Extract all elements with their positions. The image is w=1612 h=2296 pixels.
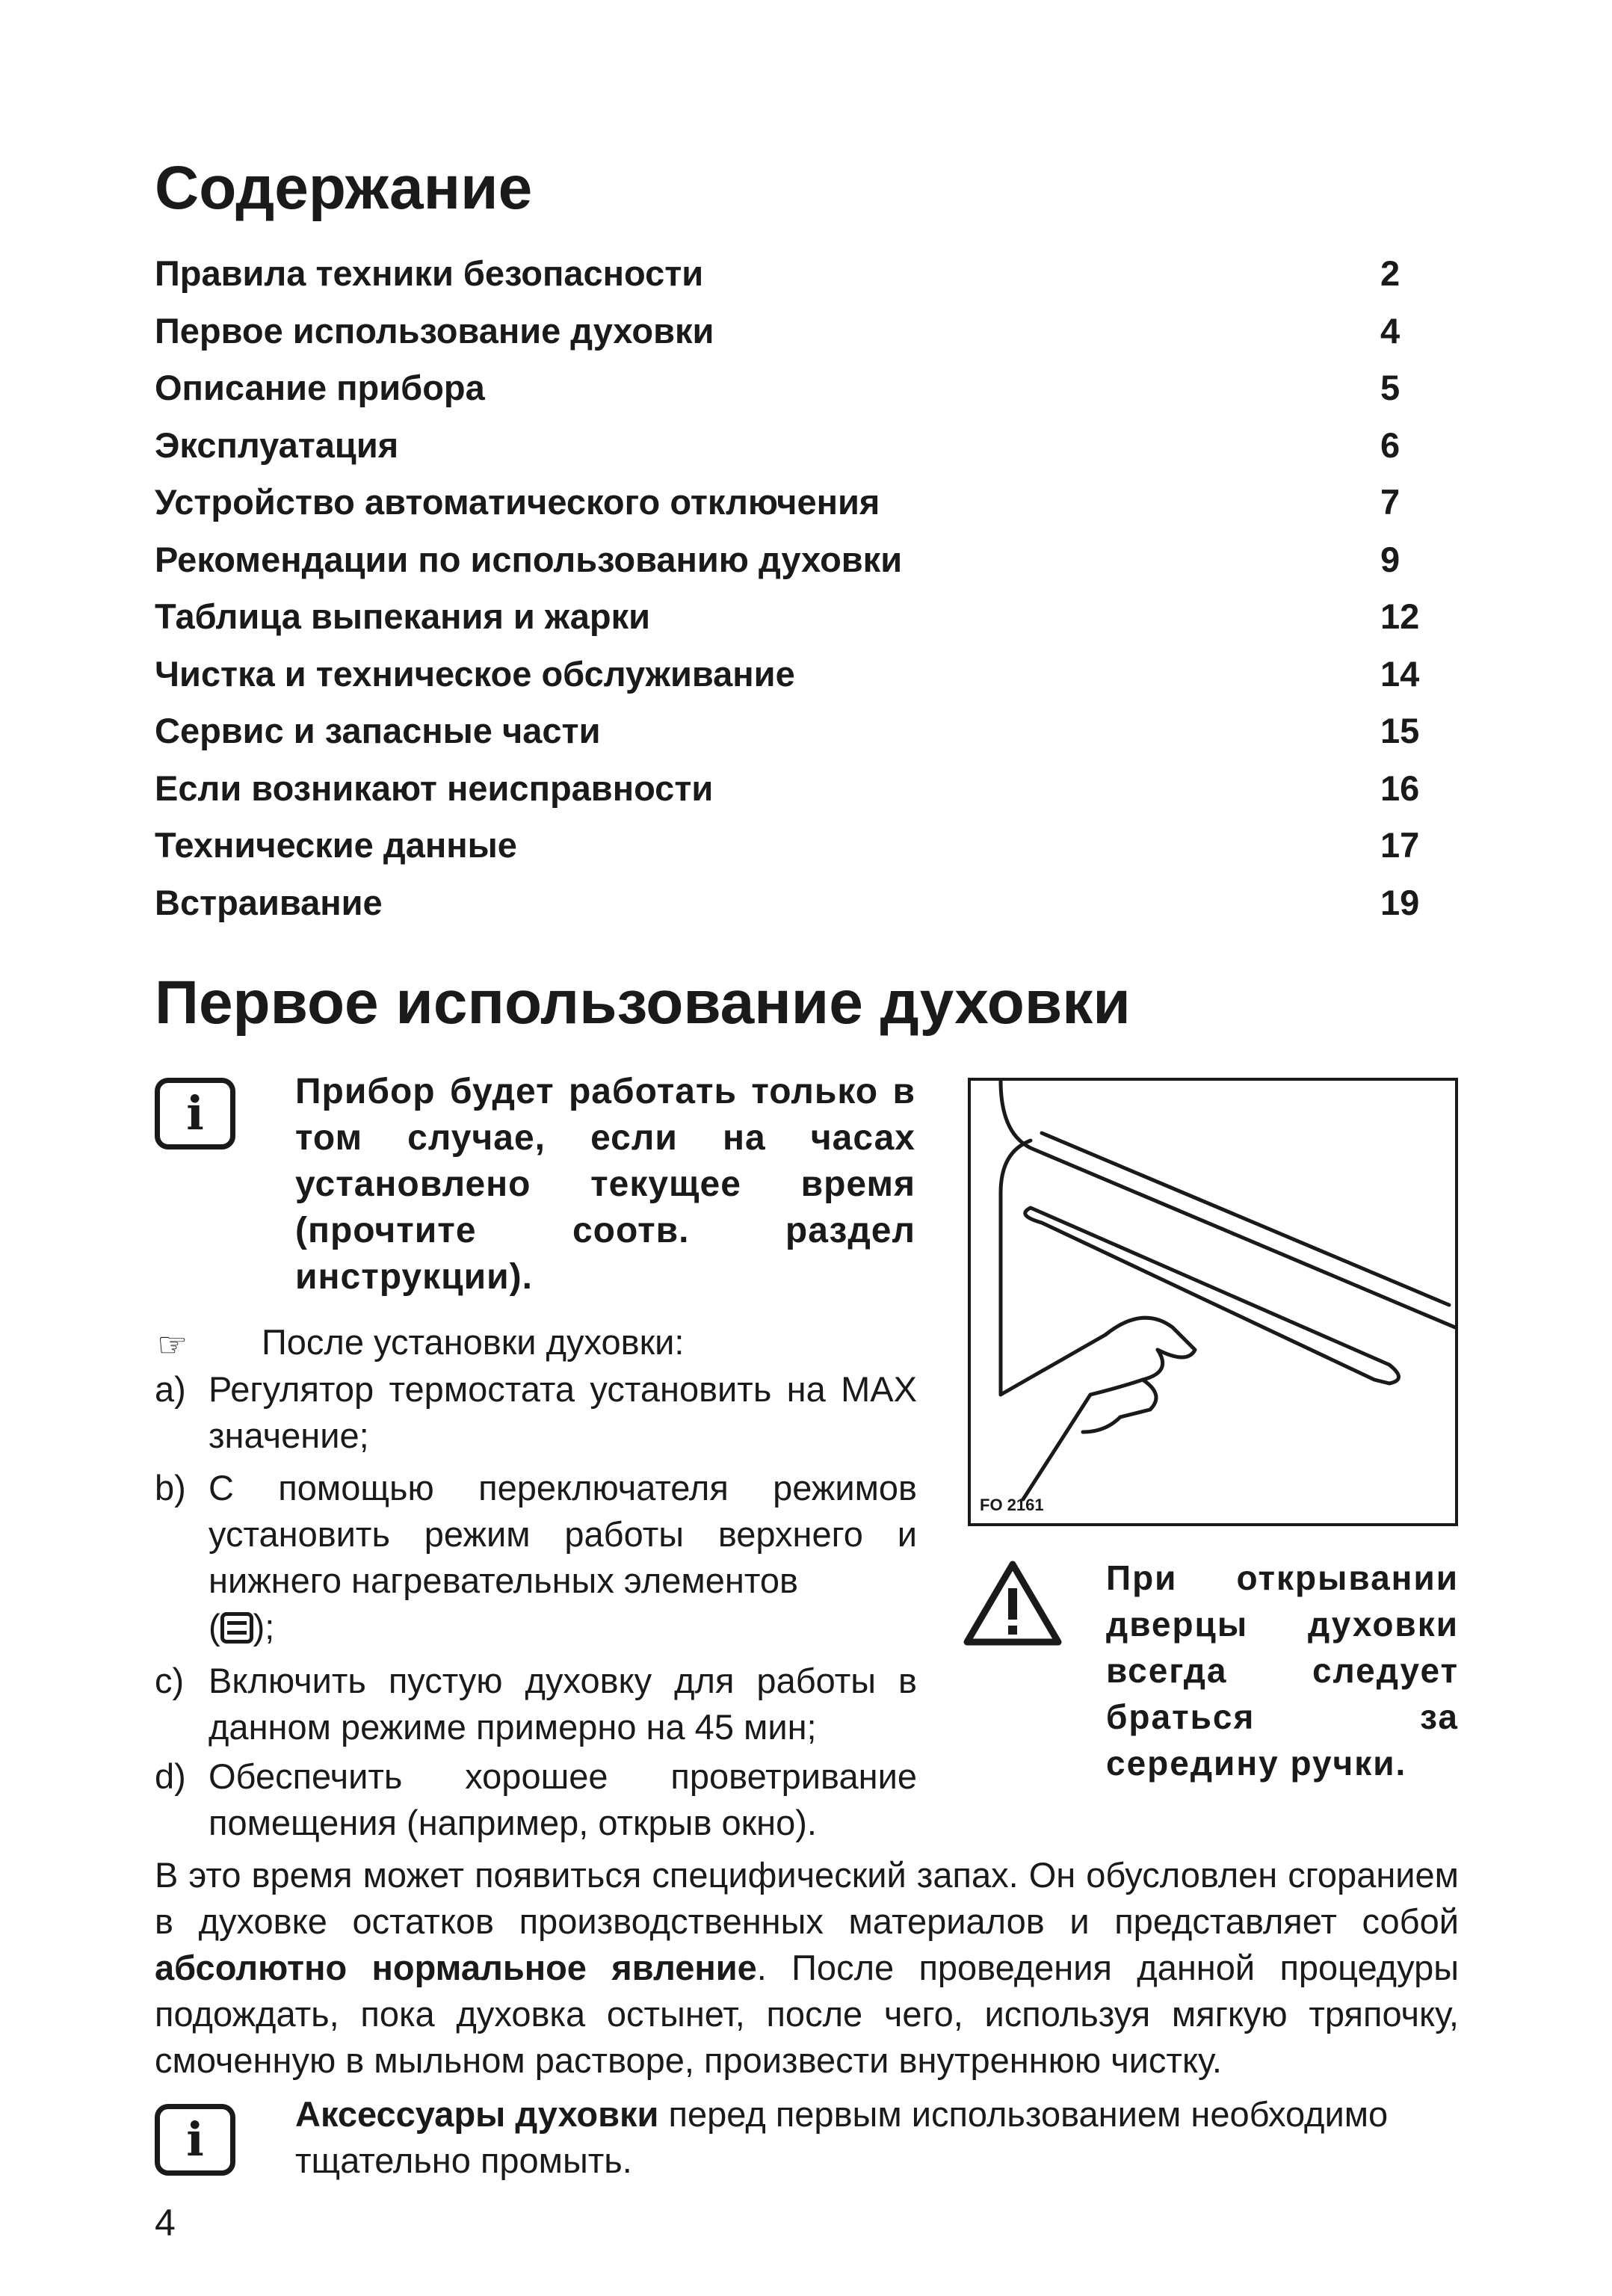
step-text: Регулятор термостата установить на MAX значение; [209,1369,917,1455]
toc-entry-label: Встраивание [155,882,383,922]
paragraph-bold: абсолютно нормальное явление [155,1948,757,1987]
toc-entry-label: Чистка и техническое обслуживание [155,653,795,694]
toc-entry-label: Таблица выпекания и жарки [155,596,651,636]
toc-row [155,882,1425,939]
step-b [155,1465,917,1652]
toc-entry-label: Технические данные [155,825,517,865]
step-text: Обеспечить хорошее проветривание помещения (например, открыв окно). [209,1756,917,1842]
step-letter: b) [155,1468,186,1507]
warning-icon [963,1558,1063,1652]
toc-row [155,425,1425,482]
step-b-open: ( [209,1607,220,1647]
step-b-text: С помощью переключателя режимов установить режим работы верхнего и нижнего нагревательных элементов [209,1468,917,1600]
toc-entry-page: 17 [1380,825,1420,865]
toc-entry-label: Эксплуатация [155,425,399,465]
toc-title: Содержание [155,154,533,222]
toc-row [155,653,1425,711]
toc-entry-label: Рекомендации по использованию духовки [155,539,903,579]
toc-entry-page: 9 [1380,539,1401,579]
accessories-text: перед первым использованием необходимо тщательно промыть. [295,2094,1389,2180]
toc-entry-label: Правила техники безопасности [155,253,704,293]
paragraph-start: В это время может появиться специфический запах. Он обусловлен сгоранием в духовке остатков производственных материалов и представляет собой [155,1855,1459,1941]
info-note: Прибор будет работать только в том случае, если на часах установлено текущее время (прочтите соотв. раздел инструкции). [295,1072,915,1297]
toc-entry-page: 19 [1380,882,1420,922]
toc-entry-page: 16 [1380,768,1420,808]
toc-entry-page: 14 [1380,653,1420,694]
toc-entry-page: 12 [1380,596,1420,636]
toc-row [155,253,1425,310]
toc-entry-label: Устройство автоматического отключения [155,482,880,522]
toc-entry-page: 7 [1380,482,1401,522]
accessories-note [295,2091,1461,2184]
toc-entry-label: Описание прибора [155,368,485,407]
page-number: 4 [155,2202,176,2244]
toc-row [155,710,1425,768]
toc-entry-label: Сервис и запасные части [155,711,601,750]
toc-entry-page: 6 [1380,425,1401,465]
toc-entry-page: 5 [1380,368,1401,407]
toc-list [155,253,1425,939]
pointing-hand-icon: ☞ [157,1325,188,1364]
toc-row [155,310,1425,368]
toc-row [155,539,1425,596]
toc-entry-page: 2 [1380,253,1401,293]
toc-entry-label: Если возникают неисправности [155,768,714,808]
step-text: Включить пустую духовку для работы в данном режиме примерно на 45 мин; [209,1661,917,1747]
step-letter: c) [155,1661,185,1700]
step-b-close: ); [253,1607,275,1647]
step-letter: d) [155,1756,186,1796]
figure-label: FO 2161 [980,1496,1044,1514]
toc-row [155,824,1425,882]
top-bottom-heat-icon [220,1612,253,1644]
warning-text: При открывании дверцы духовки всегда следует браться за середину ручки. [1106,1558,1459,1783]
info-icon: i [155,2104,235,2176]
step-c [155,1658,917,1750]
accessories-bold: Аксессуары духовки [295,2094,659,2134]
toc-entry-page: 4 [1380,310,1401,351]
after-install-text: После установки духовки: [262,1322,685,1362]
oven-door-figure [968,1078,1458,1526]
toc-entry-label: Первое использование духовки [155,310,714,351]
step-a [155,1366,917,1459]
oven-door-illustration [971,1081,1455,1523]
paragraph-end: . После проведения данной процедуры подождать, пока духовка остынет, после чего, используя мягкую тряпочку, смоченную в мыльном растворе, произвести внутреннюю чистку. [155,1948,1459,2080]
info-paragraph [155,1852,1459,2084]
toc-row [155,768,1425,825]
toc-row [155,481,1425,539]
section-title: Первое использование духовки [155,969,1131,1037]
toc-entry-page: 15 [1380,711,1420,750]
toc-row [155,367,1425,425]
step-letter: a) [155,1369,186,1409]
info-icon: i [155,1078,235,1149]
toc-row [155,596,1425,653]
step-text [209,1465,917,1650]
step-d [155,1753,917,1846]
